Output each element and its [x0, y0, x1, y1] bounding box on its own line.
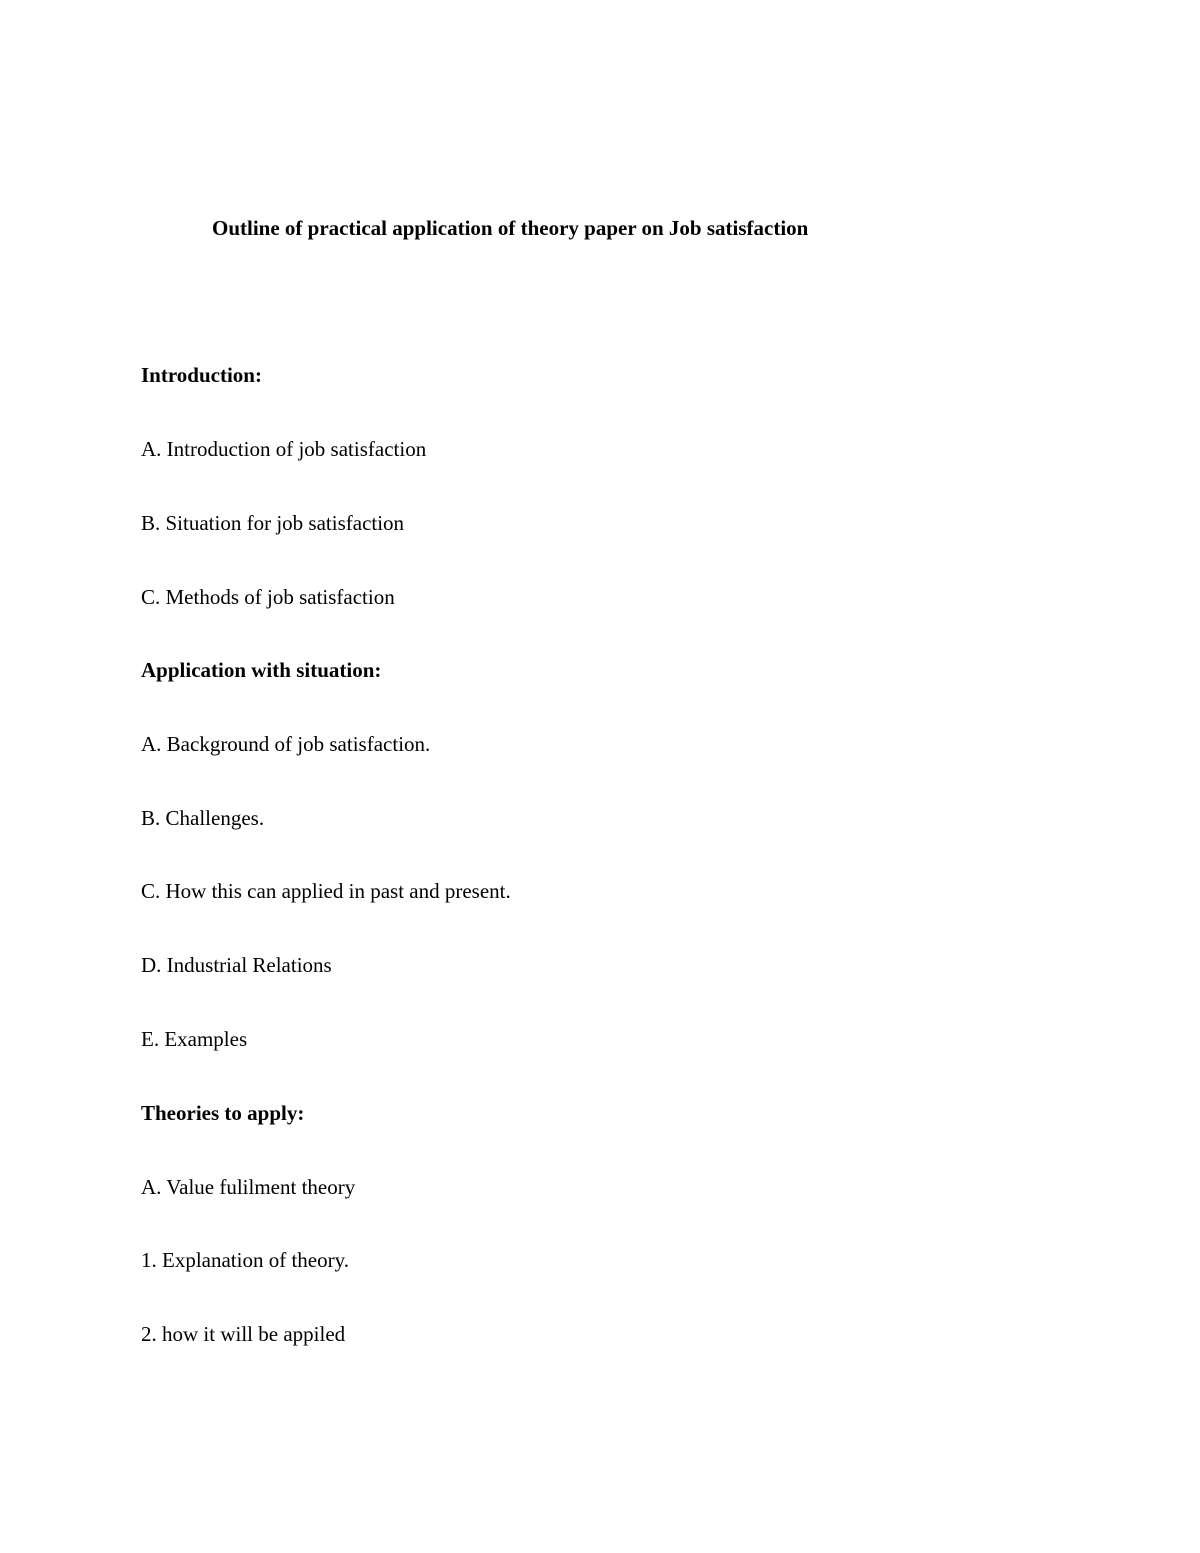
outline-item: A. Background of job satisfaction. [141, 732, 431, 756]
section-heading-theories: Theories to apply: [141, 1101, 305, 1125]
outline-item: 2. how it will be appiled [141, 1322, 346, 1346]
outline-item: C. Methods of job satisfaction [141, 585, 395, 609]
outline-item: A. Introduction of job satisfaction [141, 437, 427, 461]
outline-item: A. Value fulilment theory [141, 1175, 356, 1199]
document-title: Outline of practical application of theory paper on Job satisfaction [212, 216, 809, 240]
outline-item: B. Situation for job satisfaction [141, 511, 405, 535]
outline-item: D. Industrial Relations [141, 953, 332, 977]
section-heading-application: Application with situation: [141, 658, 382, 682]
section-heading-introduction: Introduction: [141, 363, 262, 387]
outline-item: 1. Explanation of theory. [141, 1248, 350, 1272]
outline-item: B. Challenges. [141, 806, 265, 830]
outline-item: C. How this can applied in past and present. [141, 879, 511, 903]
outline-item: E. Examples [141, 1027, 248, 1051]
